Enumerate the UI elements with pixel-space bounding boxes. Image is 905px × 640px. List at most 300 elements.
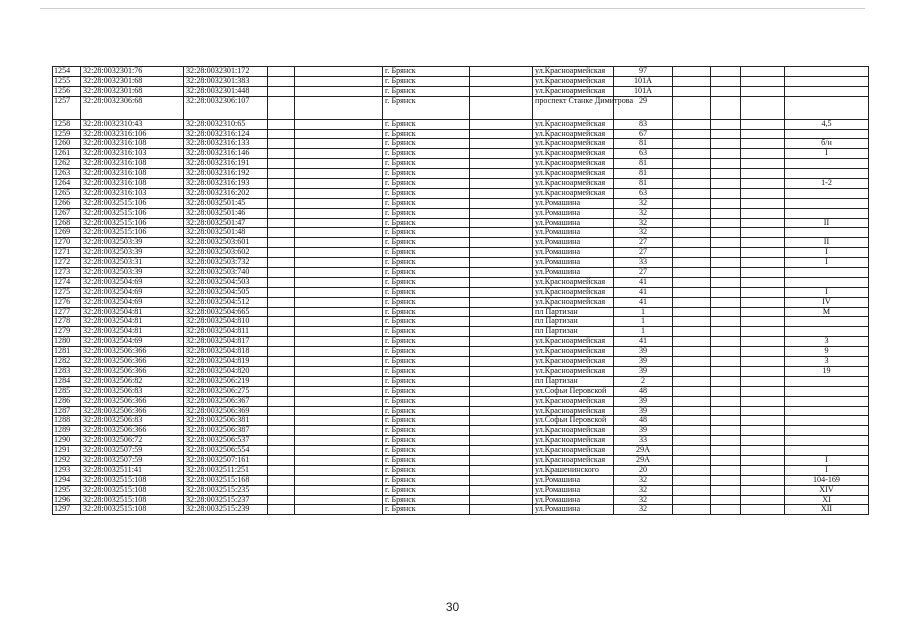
- row-number: 1265: [53, 188, 81, 198]
- premises-number: I: [785, 455, 869, 465]
- empty-cell: [268, 188, 295, 198]
- table-row: [53, 357, 869, 367]
- table-row: [53, 396, 869, 406]
- empty-cell: [295, 277, 383, 287]
- empty-cell: [711, 179, 741, 189]
- object-number: 32:28:0032506:367: [184, 396, 268, 406]
- table-row: [53, 406, 869, 416]
- empty-cell: [268, 455, 295, 465]
- empty-cell: [741, 228, 785, 238]
- cadastral-number: 32:28:0032301:68: [81, 86, 184, 96]
- object-number: 32:28:0032504:817: [184, 337, 268, 347]
- empty-cell: [673, 357, 711, 367]
- table-row: [53, 179, 869, 189]
- house-number: 29А: [614, 446, 673, 456]
- row-number: 1286: [53, 396, 81, 406]
- empty-cell: [673, 297, 711, 307]
- empty-cell: [470, 287, 533, 297]
- city: г. Брянск: [383, 475, 470, 485]
- street: ул.Красноармейская: [533, 86, 614, 96]
- house-number: 67: [614, 129, 673, 139]
- empty-cell: [673, 287, 711, 297]
- row-number: 1259: [53, 129, 81, 139]
- table-row: [53, 277, 869, 287]
- empty-cell: [711, 238, 741, 248]
- table-row: [53, 455, 869, 465]
- empty-cell: [711, 169, 741, 179]
- empty-cell: [741, 119, 785, 129]
- row-number: 1282: [53, 357, 81, 367]
- empty-cell: [711, 188, 741, 198]
- empty-cell: [711, 366, 741, 376]
- empty-cell: [470, 218, 533, 228]
- premises-number: [785, 317, 869, 327]
- empty-cell: [741, 327, 785, 337]
- empty-cell: [673, 485, 711, 495]
- house-number: 32: [614, 475, 673, 485]
- empty-cell: [470, 505, 533, 515]
- empty-cell: [268, 287, 295, 297]
- city: г. Брянск: [383, 159, 470, 169]
- empty-cell: [673, 119, 711, 129]
- empty-cell: [295, 436, 383, 446]
- table-row: [53, 446, 869, 456]
- empty-cell: [673, 188, 711, 198]
- cadastral-number: 32:28:0032507:59: [81, 446, 184, 456]
- empty-cell: [711, 436, 741, 446]
- empty-cell: [741, 268, 785, 278]
- empty-cell: [295, 307, 383, 317]
- cadastral-number: 32:28:0032503:39: [81, 238, 184, 248]
- street: ул.Ромашина: [533, 258, 614, 268]
- empty-cell: [741, 218, 785, 228]
- house-number: 81: [614, 159, 673, 169]
- table-row: [53, 76, 869, 86]
- empty-cell: [711, 129, 741, 139]
- street: ул.Красноармейская: [533, 277, 614, 287]
- house-number: 39: [614, 406, 673, 416]
- empty-cell: [470, 248, 533, 258]
- cadastral-number: 32:28:0032316:108: [81, 139, 184, 149]
- object-number: 32:28:0032316:133: [184, 139, 268, 149]
- house-number: 33: [614, 258, 673, 268]
- house-number: 32: [614, 198, 673, 208]
- street: ул.Красноармейская: [533, 149, 614, 159]
- cadastral-number: 32:28:0032504:69: [81, 297, 184, 307]
- city: г. Брянск: [383, 317, 470, 327]
- empty-cell: [711, 96, 741, 119]
- city: г. Брянск: [383, 386, 470, 396]
- row-number: 1289: [53, 426, 81, 436]
- table-row: [53, 159, 869, 169]
- empty-cell: [268, 317, 295, 327]
- city: г. Брянск: [383, 129, 470, 139]
- house-number: 32: [614, 218, 673, 228]
- empty-cell: [673, 248, 711, 258]
- house-number: 32: [614, 495, 673, 505]
- row-number: 1294: [53, 475, 81, 485]
- house-number: 39: [614, 347, 673, 357]
- table-row: [53, 337, 869, 347]
- city: г. Брянск: [383, 347, 470, 357]
- street: ул.Красноармейская: [533, 337, 614, 347]
- empty-cell: [268, 337, 295, 347]
- empty-cell: [711, 277, 741, 287]
- empty-cell: [673, 268, 711, 278]
- table-row: [53, 495, 869, 505]
- house-number: 81: [614, 139, 673, 149]
- empty-cell: [295, 426, 383, 436]
- empty-cell: [268, 347, 295, 357]
- object-number: 32:28:0032506:387: [184, 426, 268, 436]
- premises-number: [785, 277, 869, 287]
- empty-cell: [470, 446, 533, 456]
- empty-cell: [711, 228, 741, 238]
- empty-cell: [673, 396, 711, 406]
- empty-cell: [711, 307, 741, 317]
- cadastral-number: 32:28:0032515:108: [81, 485, 184, 495]
- premises-number: IV: [785, 297, 869, 307]
- city: г. Брянск: [383, 238, 470, 248]
- empty-cell: [295, 188, 383, 198]
- table-row: [53, 67, 869, 77]
- table-row: [53, 287, 869, 297]
- empty-cell: [268, 297, 295, 307]
- empty-cell: [268, 96, 295, 119]
- empty-cell: [470, 188, 533, 198]
- premises-number: 9: [785, 347, 869, 357]
- house-number: 2: [614, 376, 673, 386]
- empty-cell: [268, 426, 295, 436]
- empty-cell: [295, 76, 383, 86]
- table-row: [53, 188, 869, 198]
- row-number: 1255: [53, 76, 81, 86]
- street: ул.Красноармейская: [533, 139, 614, 149]
- premises-number: б/н: [785, 139, 869, 149]
- city: г. Брянск: [383, 149, 470, 159]
- city: г. Брянск: [383, 446, 470, 456]
- empty-cell: [673, 96, 711, 119]
- object-number: 32:28:0032504:505: [184, 287, 268, 297]
- street: ул.Красноармейская: [533, 357, 614, 367]
- street: ул.Красноармейская: [533, 455, 614, 465]
- empty-cell: [268, 485, 295, 495]
- empty-cell: [673, 238, 711, 248]
- city: г. Брянск: [383, 406, 470, 416]
- street: ул.Красноармейская: [533, 76, 614, 86]
- street: ул.Красноармейская: [533, 406, 614, 416]
- empty-cell: [268, 366, 295, 376]
- empty-cell: [470, 149, 533, 159]
- empty-cell: [268, 505, 295, 515]
- row-number: 1280: [53, 337, 81, 347]
- empty-cell: [268, 238, 295, 248]
- empty-cell: [673, 76, 711, 86]
- cadastral-number: 32:28:0032515:106: [81, 208, 184, 218]
- empty-cell: [741, 86, 785, 96]
- object-number: 32:28:0032515:237: [184, 495, 268, 505]
- cadastral-number: 32:28:0032504:81: [81, 327, 184, 337]
- empty-cell: [268, 465, 295, 475]
- empty-cell: [295, 179, 383, 189]
- table-row: [53, 416, 869, 426]
- premises-number: II: [785, 218, 869, 228]
- street: ул.Ромашина: [533, 485, 614, 495]
- cadastral-number: 32:28:0032506:366: [81, 347, 184, 357]
- empty-cell: [673, 317, 711, 327]
- table-row: [53, 208, 869, 218]
- empty-cell: [741, 366, 785, 376]
- empty-cell: [741, 208, 785, 218]
- object-number: 32:28:0032301:172: [184, 67, 268, 77]
- street: ул.Ромашина: [533, 505, 614, 515]
- row-number: 1274: [53, 277, 81, 287]
- house-number: 97: [614, 67, 673, 77]
- empty-cell: [470, 455, 533, 465]
- house-number: 29: [614, 96, 673, 119]
- row-number: 1267: [53, 208, 81, 218]
- street: ул.Красноармейская: [533, 179, 614, 189]
- empty-cell: [295, 96, 383, 119]
- premises-number: [785, 436, 869, 446]
- table-row: [53, 238, 869, 248]
- empty-cell: [470, 386, 533, 396]
- empty-cell: [268, 149, 295, 159]
- empty-cell: [470, 238, 533, 248]
- object-number: 32:28:0032515:168: [184, 475, 268, 485]
- empty-cell: [470, 347, 533, 357]
- object-number: 32:28:0032316:146: [184, 149, 268, 159]
- object-number: 32:28:0032504:820: [184, 366, 268, 376]
- street: пл Партизан: [533, 376, 614, 386]
- cadastral-number: 32:28:0032506:72: [81, 436, 184, 446]
- house-number: 27: [614, 268, 673, 278]
- empty-cell: [295, 268, 383, 278]
- house-number: 41: [614, 277, 673, 287]
- street: ул.Красноармейская: [533, 169, 614, 179]
- table-row: [53, 268, 869, 278]
- empty-cell: [295, 327, 383, 337]
- house-number: 20: [614, 465, 673, 475]
- empty-cell: [711, 327, 741, 337]
- cadastral-number: 32:28:0032507:59: [81, 455, 184, 465]
- house-number: 48: [614, 416, 673, 426]
- premises-number: [785, 386, 869, 396]
- house-number: 81: [614, 179, 673, 189]
- house-number: 39: [614, 426, 673, 436]
- cadastral-number: 32:28:0032316:103: [81, 149, 184, 159]
- empty-cell: [295, 169, 383, 179]
- house-number: 32: [614, 505, 673, 515]
- empty-cell: [470, 475, 533, 485]
- house-number: 41: [614, 337, 673, 347]
- row-number: 1268: [53, 218, 81, 228]
- object-number: 32:28:0032504:503: [184, 277, 268, 287]
- row-number: 1284: [53, 376, 81, 386]
- empty-cell: [711, 386, 741, 396]
- cadastral-number: 32:28:0032504:69: [81, 337, 184, 347]
- empty-cell: [295, 149, 383, 159]
- empty-cell: [295, 287, 383, 297]
- empty-cell: [711, 357, 741, 367]
- object-number: 32:28:0032506:275: [184, 386, 268, 396]
- empty-cell: [268, 376, 295, 386]
- empty-cell: [470, 179, 533, 189]
- empty-cell: [711, 376, 741, 386]
- city: г. Брянск: [383, 337, 470, 347]
- object-number: 32:28:0032504:512: [184, 297, 268, 307]
- object-number: 32:28:0032503:601: [184, 238, 268, 248]
- row-number: 1266: [53, 198, 81, 208]
- empty-cell: [470, 228, 533, 238]
- house-number: 41: [614, 287, 673, 297]
- premises-number: [785, 426, 869, 436]
- object-number: 32:28:0032504:810: [184, 317, 268, 327]
- empty-cell: [268, 76, 295, 86]
- street: ул.Красноармейская: [533, 129, 614, 139]
- row-number: 1260: [53, 139, 81, 149]
- empty-cell: [673, 376, 711, 386]
- premises-number: I: [785, 149, 869, 159]
- premises-number: 104-169: [785, 475, 869, 485]
- cadastral-number: 32:28:0032506:366: [81, 357, 184, 367]
- empty-cell: [268, 307, 295, 317]
- row-number: 1271: [53, 248, 81, 258]
- empty-cell: [741, 159, 785, 169]
- empty-cell: [470, 357, 533, 367]
- house-number: 33: [614, 436, 673, 446]
- cadastral-number: 32:28:0032306:68: [81, 96, 184, 119]
- page-top-rule: [40, 8, 865, 9]
- empty-cell: [295, 337, 383, 347]
- premises-number: [785, 86, 869, 96]
- city: г. Брянск: [383, 426, 470, 436]
- empty-cell: [295, 495, 383, 505]
- object-number: 32:28:0032515:235: [184, 485, 268, 495]
- cadastral-number: 32:28:0032515:106: [81, 228, 184, 238]
- empty-cell: [741, 317, 785, 327]
- object-number: 32:28:0032310:65: [184, 119, 268, 129]
- object-number: 32:28:0032506:381: [184, 416, 268, 426]
- empty-cell: [741, 188, 785, 198]
- empty-cell: [295, 317, 383, 327]
- empty-cell: [295, 119, 383, 129]
- empty-cell: [673, 455, 711, 465]
- empty-cell: [470, 119, 533, 129]
- empty-cell: [268, 169, 295, 179]
- premises-number: [785, 67, 869, 77]
- city: г. Брянск: [383, 228, 470, 238]
- row-number: 1290: [53, 436, 81, 446]
- empty-cell: [295, 258, 383, 268]
- object-number: 32:28:0032306:107: [184, 96, 268, 119]
- object-number: 32:28:0032301:448: [184, 86, 268, 96]
- premises-number: I: [785, 287, 869, 297]
- empty-cell: [741, 287, 785, 297]
- empty-cell: [741, 198, 785, 208]
- city: г. Брянск: [383, 248, 470, 258]
- empty-cell: [741, 337, 785, 347]
- city: г. Брянск: [383, 287, 470, 297]
- empty-cell: [268, 396, 295, 406]
- empty-cell: [470, 169, 533, 179]
- object-number: 32:28:0032501:48: [184, 228, 268, 238]
- premises-number: [785, 76, 869, 86]
- empty-cell: [295, 505, 383, 515]
- empty-cell: [673, 465, 711, 475]
- empty-cell: [268, 218, 295, 228]
- row-number: 1292: [53, 455, 81, 465]
- city: г. Брянск: [383, 307, 470, 317]
- cadastral-number: 32:28:0032511:41: [81, 465, 184, 475]
- empty-cell: [470, 277, 533, 287]
- city: г. Брянск: [383, 396, 470, 406]
- cadastral-number: 32:28:0032506:82: [81, 376, 184, 386]
- cadastral-number: 32:28:0032310:43: [81, 119, 184, 129]
- empty-cell: [470, 317, 533, 327]
- house-number: 41: [614, 297, 673, 307]
- object-number: 32:28:0032316:192: [184, 169, 268, 179]
- empty-cell: [741, 248, 785, 258]
- cadastral-number: 32:28:0032515:108: [81, 495, 184, 505]
- street: ул.Красноармейская: [533, 366, 614, 376]
- premises-number: [785, 406, 869, 416]
- empty-cell: [470, 396, 533, 406]
- empty-cell: [268, 228, 295, 238]
- empty-cell: [295, 208, 383, 218]
- street: ул.Софьи Перовской: [533, 416, 614, 426]
- empty-cell: [268, 436, 295, 446]
- object-number: 32:28:0032515:239: [184, 505, 268, 515]
- city: г. Брянск: [383, 505, 470, 515]
- empty-cell: [295, 357, 383, 367]
- cadastral-number: 32:28:0032515:106: [81, 198, 184, 208]
- street: пл Партизан: [533, 307, 614, 317]
- premises-number: I: [785, 465, 869, 475]
- table-row: [53, 297, 869, 307]
- premises-number: [785, 188, 869, 198]
- cadastral-number: 32:28:0032515:108: [81, 475, 184, 485]
- premises-number: [785, 376, 869, 386]
- cadastral-number: 32:28:0032301:76: [81, 67, 184, 77]
- house-number: 48: [614, 386, 673, 396]
- empty-cell: [711, 268, 741, 278]
- object-number: 32:28:0032504:665: [184, 307, 268, 317]
- table-row: [53, 366, 869, 376]
- empty-cell: [470, 426, 533, 436]
- empty-cell: [741, 129, 785, 139]
- row-number: 1278: [53, 317, 81, 327]
- empty-cell: [741, 446, 785, 456]
- object-number: 32:28:0032511:251: [184, 465, 268, 475]
- street: ул.Ромашина: [533, 238, 614, 248]
- table-row: [53, 436, 869, 446]
- empty-cell: [268, 416, 295, 426]
- empty-cell: [470, 297, 533, 307]
- empty-cell: [673, 446, 711, 456]
- empty-cell: [673, 416, 711, 426]
- street: ул.Ромашина: [533, 475, 614, 485]
- empty-cell: [470, 307, 533, 317]
- premises-number: М: [785, 307, 869, 317]
- street: ул.Красноармейская: [533, 119, 614, 129]
- empty-cell: [673, 129, 711, 139]
- street: ул.Ромашина: [533, 228, 614, 238]
- city: г. Брянск: [383, 376, 470, 386]
- object-number: 32:28:0032316:124: [184, 129, 268, 139]
- row-number: 1279: [53, 327, 81, 337]
- empty-cell: [741, 376, 785, 386]
